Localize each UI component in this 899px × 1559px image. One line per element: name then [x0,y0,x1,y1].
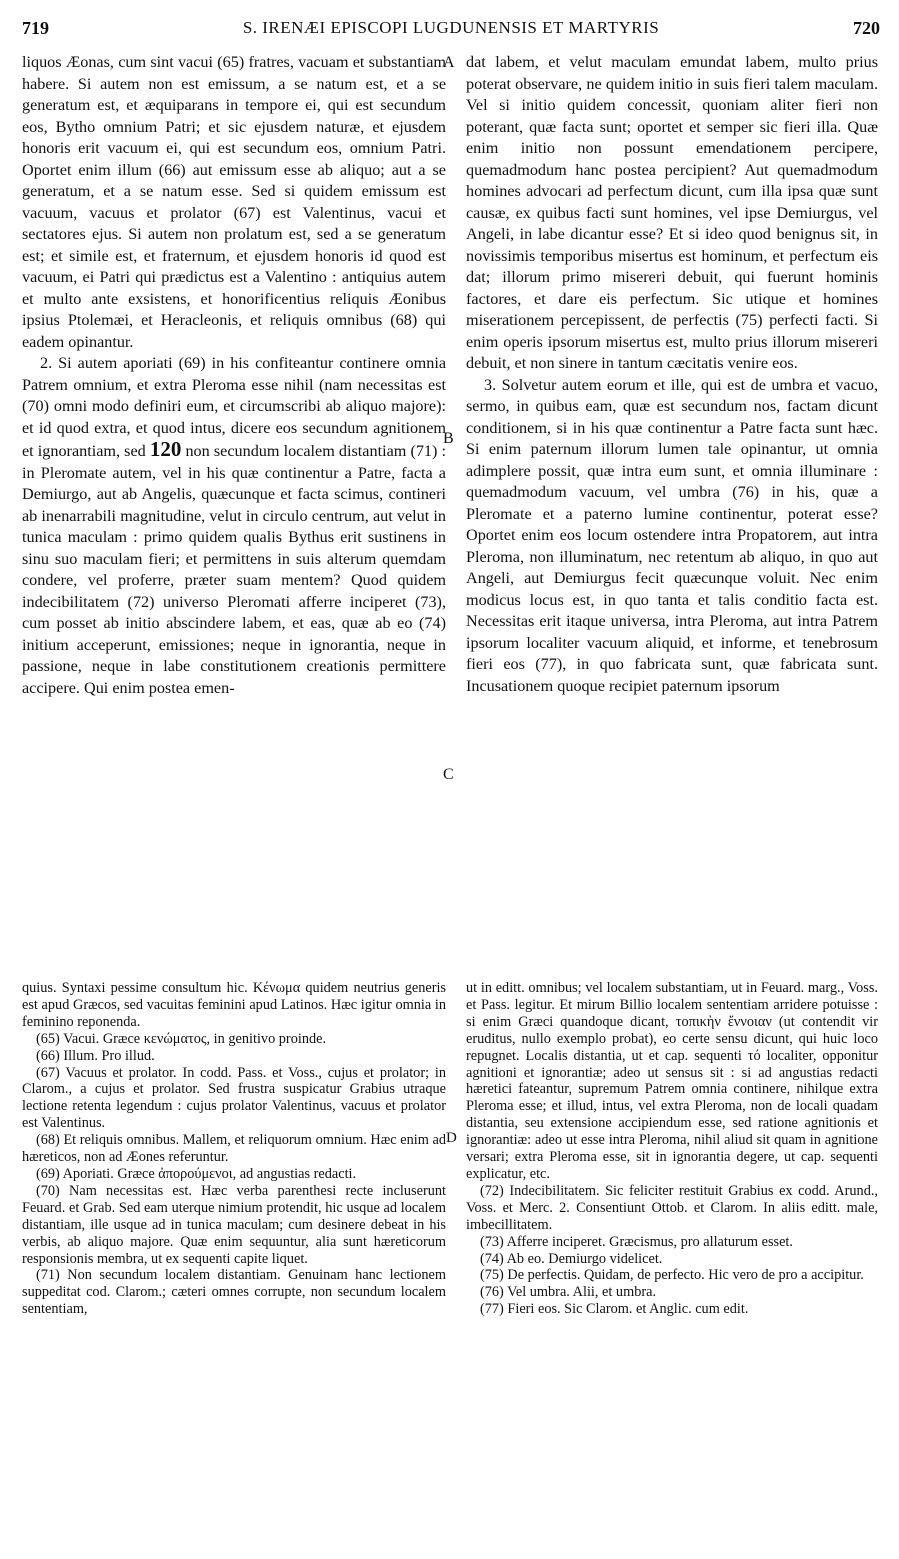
main-text-right-column [466,52,878,697]
edition-page-number: 120 [149,437,182,461]
running-title: S. IRENÆI EPISCOPI LUGDUNENSIS ET MARTYRIS [242,18,660,37]
page-number-left: 719 [22,18,49,38]
footnote: quius. Syntaxi pessime consultum hic. Κένωμα quidem neutrius generis est apud Græcos, sed vacuitas feminini apud Latinos. Hæc igitur omnia in feminino reponenda. [22,980,446,1030]
margin-marker: A [443,54,455,71]
running-header [22,18,880,44]
footnotes-left-column [22,980,446,1318]
footnote: (68) Et reliquis omnibus. Mallem, et reliquorum omnium. Hæc enim ad hæreticos, non ad Æones referuntur. [22,1132,446,1166]
paragraph: dat labem, et velut maculam emundat labem, multo prius poterat observare, ne quidem initio in suis fieri talem maculam. Vel si initio quidem concessit, quoniam aliter fieri non poterant, quæ facta sunt; oportet et semper sic fieri illa. Quæ enim initio non possunt emendationem percipere, quemadmodum hanc postea percipient? Aut quemadmodum homines advocari ad perfectum dicunt, cum illa ipsa quæ sunt causæ, ex quibus facti sunt homines, vel ipse Demiurgus, vel Angeli, in labe dicantur esse? Et si ideo quod benignus sit, in novissimis temporibus misertus est hominum, et perfectum eis dat; illorum primo misereri debuit, qui fuerunt hominis factores, et dare eis perfectum. Sic utique et homines miserationem percepissent, de perfectis (75) perfecti facti. Si enim operis ipsorum misertus est, multo prius illorum misereri debuit, et non sinere in tantum cæcitatis venire eos. [466,53,878,372]
footnote: (66) Illum. Pro illud. [36,1047,155,1064]
paragraph: liquos Æonas, cum sint vacui (65) fratres, vacuam et substantiam habere. Si autem non est emissum, a se natum est, et a se generatum est, et æquiparans in tempore ei, qui est secundum eos, Bytho omnium Patri; et sic ejusdem naturæ, et ejusdem honoris erit vacuum ei, qui est secundum eos, omnium Patri. Oportet enim illum (66) aut emissum esse ab aliquo; aut a se generatum, et a se natum esse. Sed si quidem emissum est vacuum, vacuus et prolator (67) est Valentinus, vacui et sectatores ejus. Si autem non prolatum est, sed a se generatum est; et simile est, et fraternum, et ejusdem honoris id quod est vacuum, ei Patri qui prædictus est a Valentino : antiquius autem et multo ante exsistens, et honorificentius reliquis Æonibus ipsius Ptolemæi, et Heracleonis, et reliquis omnibus (68) qui eadem opinantur. [22,53,446,351]
footnote: (69) Aporiati. Græce ἀπορούμενοι, ad angustias redacti. [36,1165,357,1182]
footnote: (73) Afferre inciperet. Græcismus, pro allaturum esset. [480,1233,793,1250]
margin-marker: B [443,430,454,447]
paragraph-text: 2. Si autem aporiati (69) in his confiteantur continere omnia Patrem omnium, et extra Pleroma esse nihil (nam necessitas est (70) omni modo definiri eum, et circumscribi ab aliquo majore): et id quod extra, et quod intus, dicere eos secundum agnitionem et ignorantiam, sed [22,354,446,460]
paragraph-text: non secundum localem distantiam (71) : in Pleromate autem, vel in his quæ continentur a Patre, facta a Demiurgo, aut ab Angelis, quæcunque et facta scimus, contineri ab inenarrabili magnitudine, velut in circulo centrum, aut velut in tunica maculam : primo quidem qualis Bythus erit sustinens in sinu suo maculam fieri; et permittens in suis alterum quemdam condere, vel proferre, præter suam mentem? Quod quidem indecibilitatem (72) universo Pleromati afferre inciperet (73), cum posset ab initio abscindere labem, et eas, quæ ab eo (74) initium acceperunt, emissiones; neque in ignorantia, neque in passione, neque in labe constitutionem creationis permittere accipere. Qui enim postea emen- [22,442,447,697]
footnotes-right-column [466,980,878,1318]
footnote: (74) Ab eo. Demiurgo videlicet. [480,1250,663,1267]
margin-marker: C [443,766,454,783]
margin-marker: D [446,1130,457,1146]
page-number-right: 720 [853,18,880,38]
footnote: (76) Vel umbra. Alii, et umbra. [480,1284,657,1301]
paragraph: 3. Solvetur autem eorum et ille, qui est de umbra et vacuo, sermo, in quibus eam, quæ est secundum nos, factam dicunt conditionem, si in his quæ continentur a Patre facta sunt hæc. Si enim paternum illorum lumen tale opinantur, ut omnia adimplere possit, quæ intra eum sunt, et omnia illuminare : quemadmodum vacuum, vel umbra (76) in his, quæ a Pleromate et a paterno lumine continentur, poterat esse? Oportet enim eos locum ostendere intra Propatorem, aut intra Pleroma, non illuminatum, nec retentum ab aliquo, in quo aut Angeli, aut Demiurgus fecit quæcunque voluit. Nec enim modicus locus est, in quo tanta et talis conditio facta est. Necessitas erit itaque universa, intra Pleroma, aut intra Patrem ipsorum localiter vacuum aliquid, et informe, et tenebrosum fieri eos (77), in quo fabricata sunt, quæ fabricata sunt. Incusationem quoque recipiet paternum ipsorum [466,375,878,695]
footnote: (65) Vacui. Græce κενώματος, in genitivo proinde. [36,1030,327,1047]
footnote: (77) Fieri eos. Sic Clarom. et Anglic. cum edit. [480,1301,749,1318]
footnote: (70) Nam necessitas est. Hæc verba parenthesi recte incluserunt Feuard. et Grab. Sed eam uterque nimium protendit, hic usque ad localem distantiam, ille usque ad in tunica maculam; cum desinere debeat in his verbis, ab aliquo majore. Quæ enim sequuntur, alia sunt hæreticorum responsionis membra, ut ex sequenti capite liquet. [22,1182,446,1267]
footnote: (67) Vacuus et prolator. In codd. Pass. et Voss., cujus et prolator; in Clarom., a cujus et prolator. Sed frustra suspicatur Grabius utraque lectione retenta legendum : cujus prolator Valentinus, vacuus et prolator est Valentinus. [22,1064,446,1132]
main-text-left-column [22,52,446,699]
paragraph [22,353,446,699]
footnote: (71) Non secundum localem distantiam. Genuinam hanc lectionem suppeditat cod. Clarom.; cæteri omnes corrupte, non secundum localem sententiam, [22,1267,446,1318]
footnote: (75) De perfectis. Quidam, de perfecto. Hic vero de pro a accipitur. [480,1267,864,1284]
footnote: ut in editt. omnibus; vel localem substantiam, ut in Feuard. marg., Voss. et Pass. legitur. Et mirum Billio localem sententiam arridere potuisse : si enim Græci quandoque dicant, τοπικὴν ἔννοιαν (ut contendit vir eruditus, nullo exemplo probat), eo certe sensu dicunt, qui huic loco repugnet. Localis distantia, ut et cap. sequenti τό localiter, opponitur agnitioni et ignorantiæ; adeo ut sensus sit : si ad angustias redacti hæretici fateantur, supremum Patrem omnia continere, nihilque extra Pleroma esse; et illud, intus, vel extra Pleroma, non de locali quadam distantia, seu extensione accipiendum esse, sed ratione agnitionis et ignorantiæ: adeo ut esse intra Pleroma, nihil aliud sit quam in agnitione versari; extra Pleroma esse, sit in ignorantia degere, ut cap. sequenti explicatur, etc. [466,980,878,1182]
footnote: (72) Indecibilitatem. Sic feliciter restituit Grabius ex codd. Arund., Voss. et Merc. 2. Consentiunt Ottob. et Clarom. In aliis editt. male, imbecillitatem. [466,1182,878,1233]
